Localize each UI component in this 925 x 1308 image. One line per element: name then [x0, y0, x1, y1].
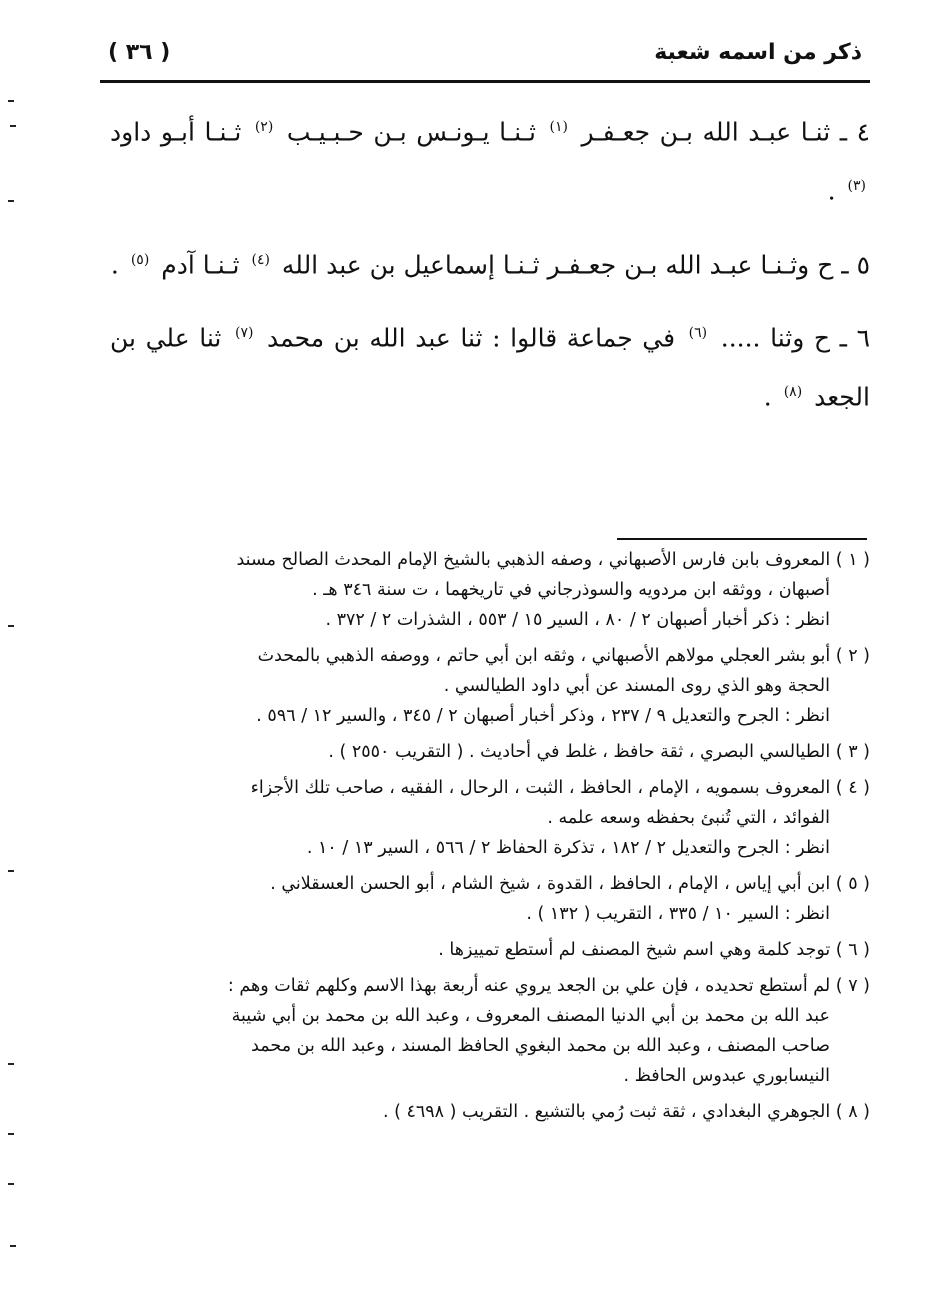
footnote-continuation-line: الفوائد ، التي تُنبئ بحفظه وسعه علمه . [547, 808, 830, 828]
footnote-reference: (١) [549, 119, 568, 135]
footnote-continuation-line: انظر : السير ١٠ / ٣٣٥ ، التقريب ( ١٣٢ ) . [526, 904, 830, 924]
footnote [105, 1097, 870, 1127]
footnote-reference: (٣) [847, 178, 866, 195]
footnote-first-line: ( ٨ ) الجوهري البغدادي ، ثقة ثبت رُمي بالتشيع . التقريب ( ٤٦٩٨ ) . [382, 1102, 870, 1122]
footnote-first-line: ( ٥ ) ابن أبي إياس ، الإمام ، الحافظ ، القدوة ، شيخ الشام ، أبو الحسن العسقلاني . [270, 874, 870, 894]
scan-mark [8, 200, 14, 202]
text-segment: . [110, 249, 127, 279]
footnote [105, 971, 870, 1091]
scan-mark [8, 100, 14, 102]
page-header [100, 36, 870, 76]
footnote-continuation-line: انظر : الجرح والتعديل ٩ / ٢٣٧ ، وذكر أخبار أصبهان ٢ / ٣٤٥ ، والسير ١٢ / ٥٩٦ . [256, 706, 830, 726]
footnote [105, 773, 870, 863]
footnote-continuation-line: الحجة وهو الذي روى المسند عن أبي داود الطيالسي . [443, 676, 830, 696]
footnote-continuation-line: عبد الله بن محمد بن أبي الدنيا المصنف المعروف ، وعبد الله بن محمد بن أبي شيبة [231, 1006, 830, 1026]
text-segment: ثـنـا يـونـس بـن حـبـيـب [277, 117, 546, 147]
text-segment: . [827, 176, 844, 206]
footnote [105, 935, 870, 965]
text-segment: ٤ ـ ثنـا عبـد الله بـن جعـفـر [571, 117, 870, 147]
footnote-continuation-line: أصبهان ، ووثقه ابن مردويه والسوذرجاني في تاريخهما ، ت سنة ٣٤٦ هـ . [312, 580, 830, 600]
footnote-continuation-line: صاحب المصنف ، وعبد الله بن محمد البغوي الحافظ المسند ، وعبد الله بن محمد [251, 1036, 830, 1056]
footnote-continuation-line: النيسابوري عبدوس الحافظ . [623, 1066, 830, 1086]
main-text [110, 100, 870, 439]
footnote-first-line: ( ٦ ) توجد كلمة وهي اسم شيخ المصنف لم أستطع تمييزها . [438, 940, 870, 960]
scan-mark [8, 1063, 14, 1065]
scan-mark [8, 1183, 14, 1185]
text-segment: ثـنـا أبـو داود [110, 117, 251, 147]
footnote-reference: (٢) [254, 119, 274, 135]
text-segment: ثنا علي بن الجعد [110, 323, 870, 412]
text-segment: في جماعة قالوا : ثنا عبد الله بن محمد [257, 323, 685, 353]
footnote-reference: (٦) [688, 324, 708, 341]
scan-mark [8, 625, 14, 627]
page-number: ( ٣٦ ) [108, 40, 171, 65]
header-rule [100, 80, 870, 83]
text-segment: . [763, 382, 780, 412]
running-title: ذكر من اسمه شعبة [654, 40, 862, 65]
footnotes [105, 545, 870, 1133]
footnote-first-line: ( ١ ) المعروف بابن فارس الأصبهاني ، وصفه الذهبي بالشيخ الإمام المحدث الصالح مسند [236, 550, 870, 570]
text-paragraph [110, 100, 870, 219]
scan-mark [8, 1133, 14, 1135]
footnote-reference: (٨) [783, 384, 803, 401]
footnote [105, 641, 870, 731]
text-segment: ٦ ـ ح وثنا ..... [711, 323, 871, 353]
text-segment: ٥ ـ ح وثـنـا عبـد الله بـن جعـفـر ثـنـا إسماعيل بن عبد الله [273, 249, 870, 279]
footnote-continuation-line: انظر : ذكر أخبار أصبهان ٢ / ٨٠ ، السير ١٥ / ٥٥٣ ، الشذرات ٢ / ٣٧٢ . [325, 610, 830, 630]
footnote [105, 869, 870, 929]
footnote-first-line: ( ٢ ) أبو بشر العجلي مولاهم الأصبهاني ، وثقه ابن أبي حاتم ، ووصفه الذهبي بالمحدث [257, 646, 870, 666]
footnote-reference: (٧) [234, 324, 254, 341]
footnote-first-line: ( ٧ ) لم أستطع تحديده ، فإن علي بن الجعد يروي عنه أربعة بهذا الاسم وكلهم ثقات وهم : [227, 976, 870, 996]
footnote-reference: (٤) [251, 251, 270, 268]
scan-mark [10, 1245, 16, 1247]
footnote-continuation-line: انظر : الجرح والتعديل ٢ / ١٨٢ ، تذكرة الحفاظ ٢ / ٥٦٦ ، السير ١٣ / ١٠ . [306, 838, 830, 858]
footnote-first-line: ( ٣ ) الطيالسي البصري ، ثقة حافظ ، غلط في أحاديث . ( التقريب ٢٥٥٠ ) . [328, 742, 870, 762]
footnote-reference: (٥) [130, 251, 150, 268]
scan-mark [10, 125, 16, 127]
text-segment: ثـنـا آدم [153, 249, 248, 279]
footnote [105, 545, 870, 635]
text-paragraph [110, 233, 870, 292]
footnote-first-line: ( ٤ ) المعروف بسمويه ، الإمام ، الحافظ ، الثبت ، الرحال ، الفقيه ، صاحب تلك الأجزاء [250, 778, 870, 798]
text-paragraph [110, 306, 870, 425]
footnote-separator [617, 538, 867, 540]
scan-mark [8, 870, 14, 872]
footnote [105, 737, 870, 767]
